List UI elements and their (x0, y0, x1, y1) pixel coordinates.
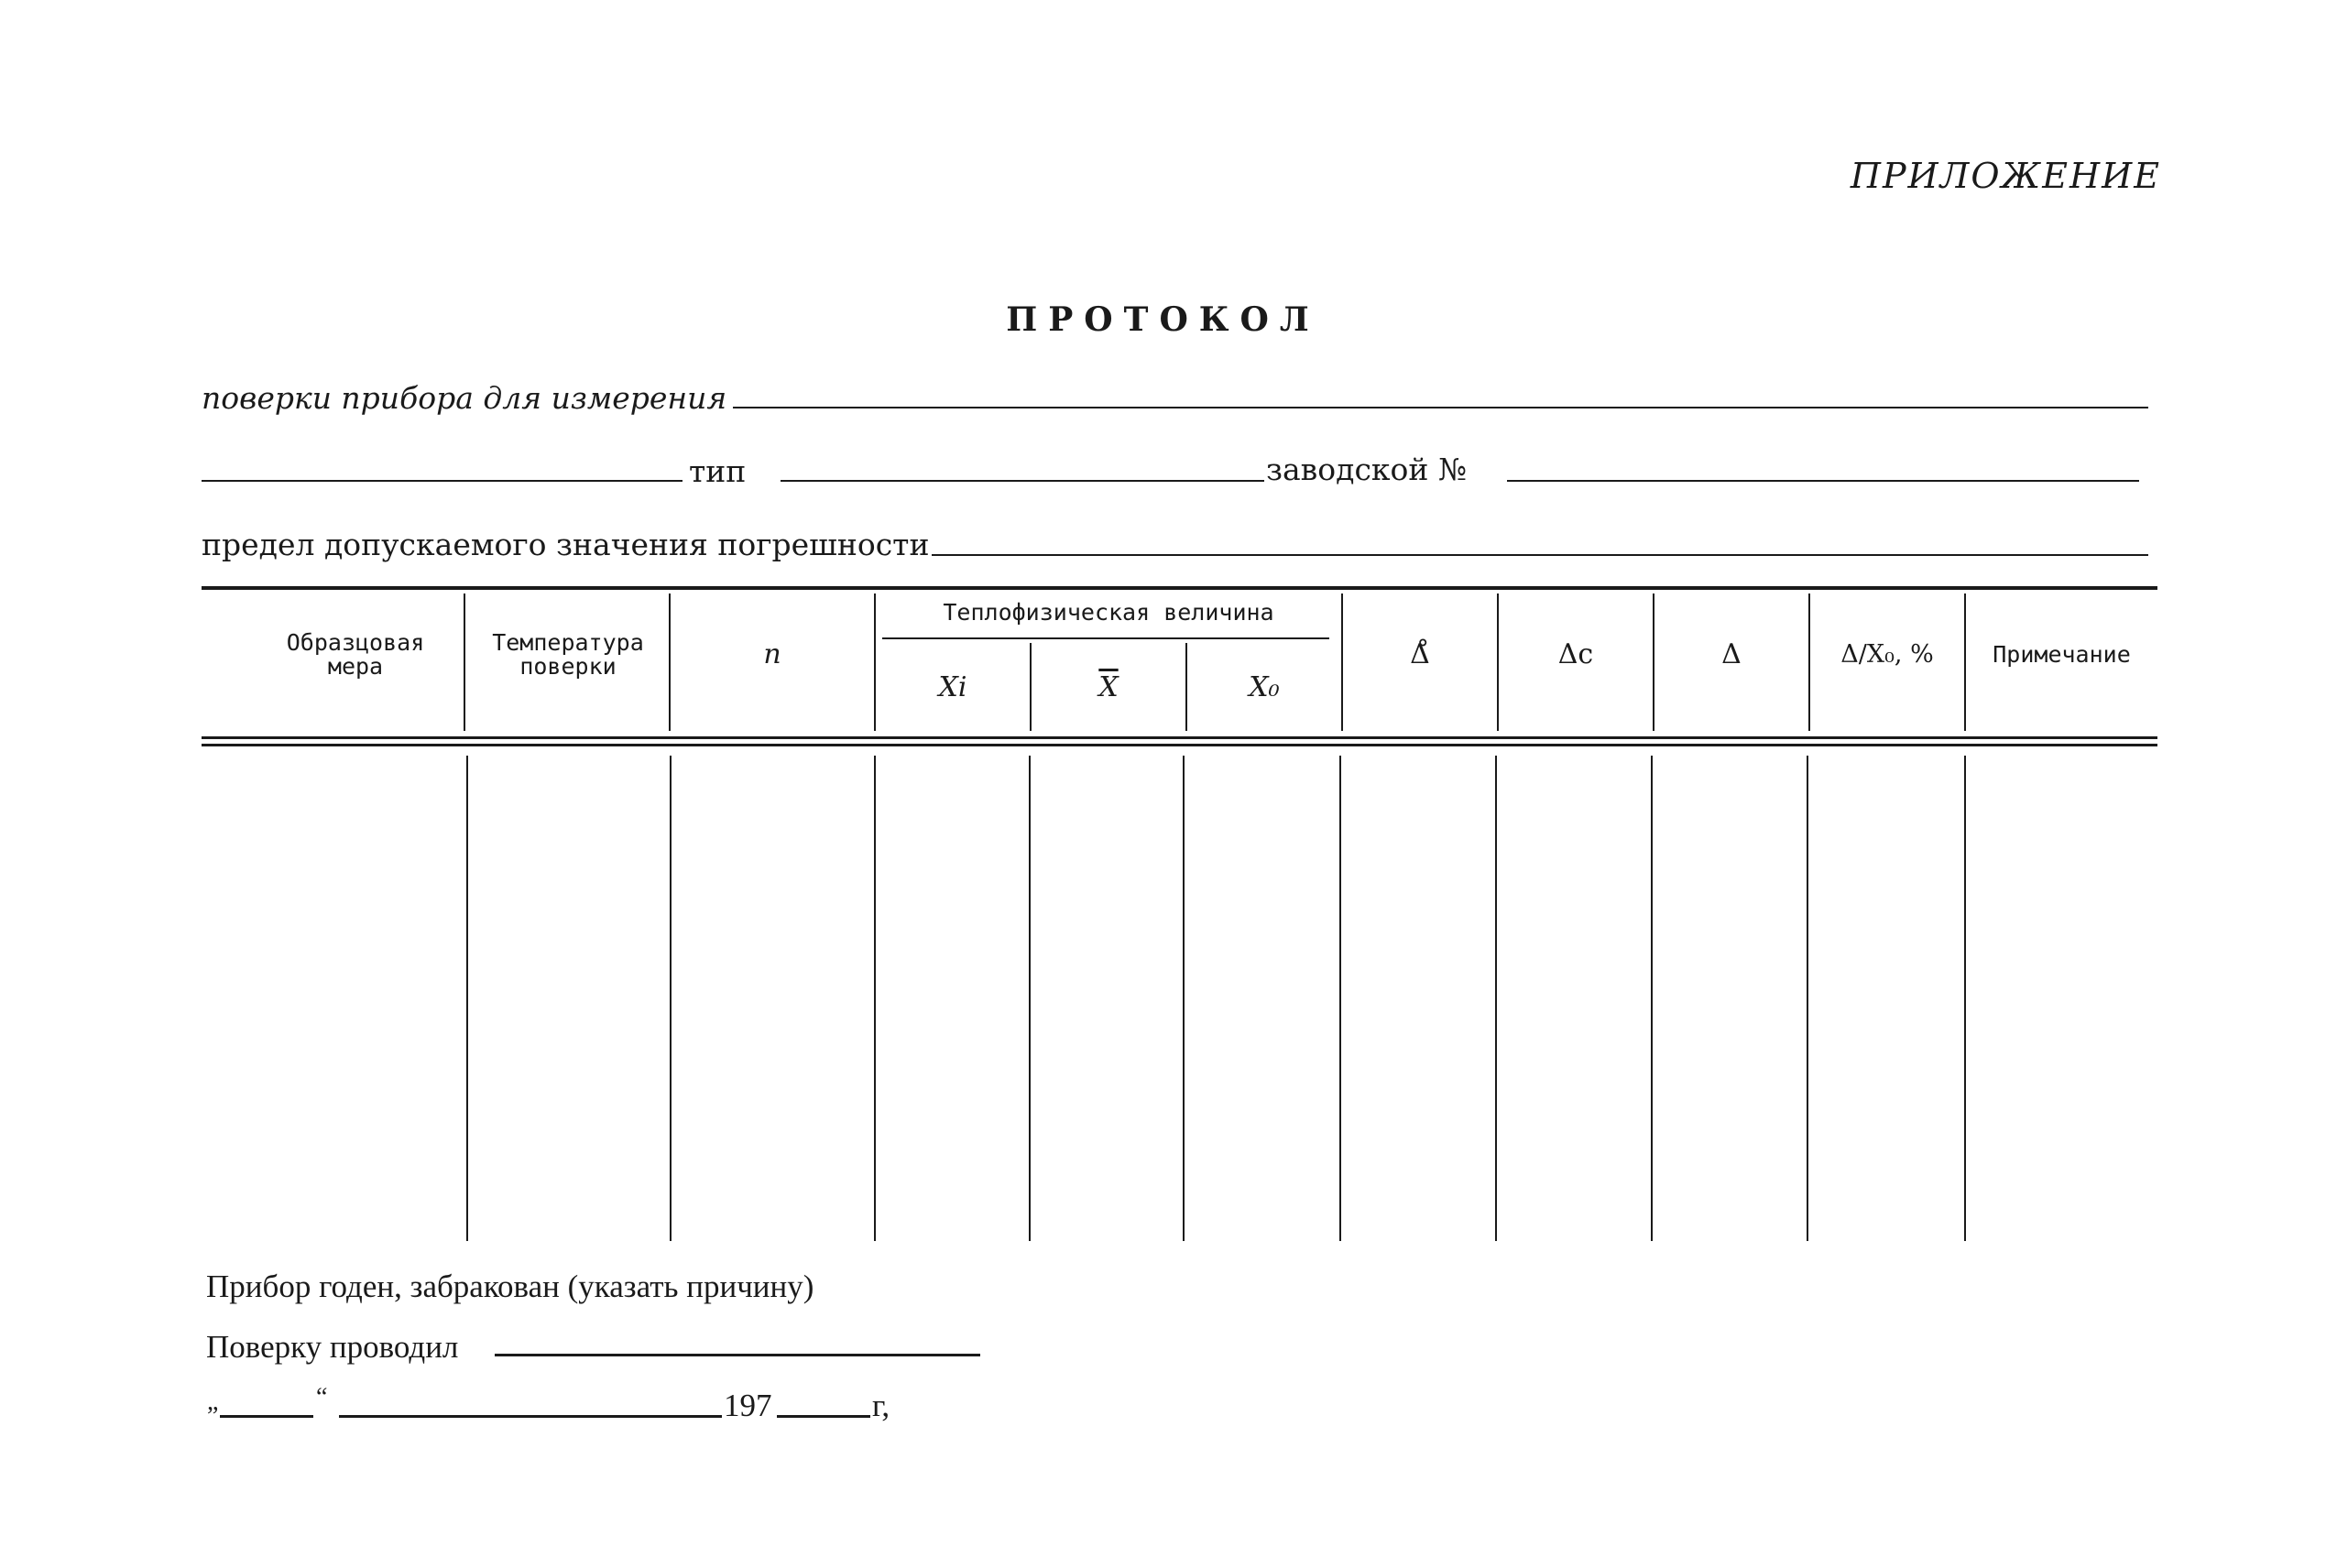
verdict-text: Прибор годен, забракован (указать причину) (206, 1269, 814, 1304)
date-year-line (777, 1415, 870, 1418)
type-label: тип (689, 453, 747, 489)
header-bottom-rule-2 (202, 744, 2157, 746)
body-divider-6 (1339, 756, 1341, 1241)
col-divider-1 (464, 593, 465, 731)
body-divider-3 (874, 756, 876, 1241)
table-top-rule (202, 586, 2157, 590)
serial-line (1507, 480, 2139, 482)
instrument-name-line (202, 480, 683, 482)
col-header-n: n (763, 638, 781, 671)
instrument-line (733, 407, 2148, 408)
body-divider-2 (670, 756, 672, 1241)
date-day-line (220, 1415, 313, 1418)
error-line (932, 554, 2148, 556)
col-header-note: Примечание (1993, 640, 2131, 668)
date-year-prefix: 197 (724, 1388, 772, 1423)
instrument-label: поверки прибора для измерения (202, 380, 727, 416)
col-header-delta-c: Δc (1557, 638, 1594, 671)
thermo-group-underline (882, 637, 1329, 639)
col-header-temperature: Температура поверки (492, 628, 644, 680)
date-close-quote: “ (316, 1383, 328, 1411)
error-label: предел допускаемого значения погрешности (202, 527, 930, 562)
body-divider-7 (1495, 756, 1497, 1241)
col-header-sample: Образцовая мера (286, 628, 425, 680)
verification-table (202, 586, 2157, 1246)
col-header-delta: Δ (1721, 638, 1742, 671)
body-divider-4 (1029, 756, 1031, 1241)
appendix-label: ПРИЛОЖЕНИЕ (1850, 156, 2161, 196)
document-title: ПРОТОКОЛ (1006, 300, 1320, 339)
date-year-suffix: г, (872, 1388, 890, 1423)
body-divider-1 (466, 756, 468, 1241)
date-month-line (339, 1415, 722, 1418)
performed-by-label: Поверку проводил (206, 1329, 459, 1365)
body-divider-9 (1807, 756, 1808, 1241)
body-divider-10 (1964, 756, 1966, 1241)
serial-label: заводской № (1266, 452, 1468, 487)
col-header-x0: X₀ (1249, 671, 1280, 704)
body-divider-8 (1651, 756, 1653, 1241)
performed-by-line (495, 1354, 980, 1356)
col-header-thermo-group: Теплофизическая величина (943, 598, 1274, 626)
date-open-quote: „ (207, 1388, 219, 1416)
col-header-delta-ring: Δ̊ (1410, 638, 1430, 671)
col-header-xbar: $\overline{X}$ (1098, 671, 1119, 704)
type-line (781, 480, 1264, 482)
col-header-delta-ratio: Δ/X₀, % (1840, 639, 1934, 669)
col-header-xi: Xi (938, 671, 967, 704)
header-bottom-rule (202, 736, 2157, 739)
body-divider-5 (1183, 756, 1185, 1241)
